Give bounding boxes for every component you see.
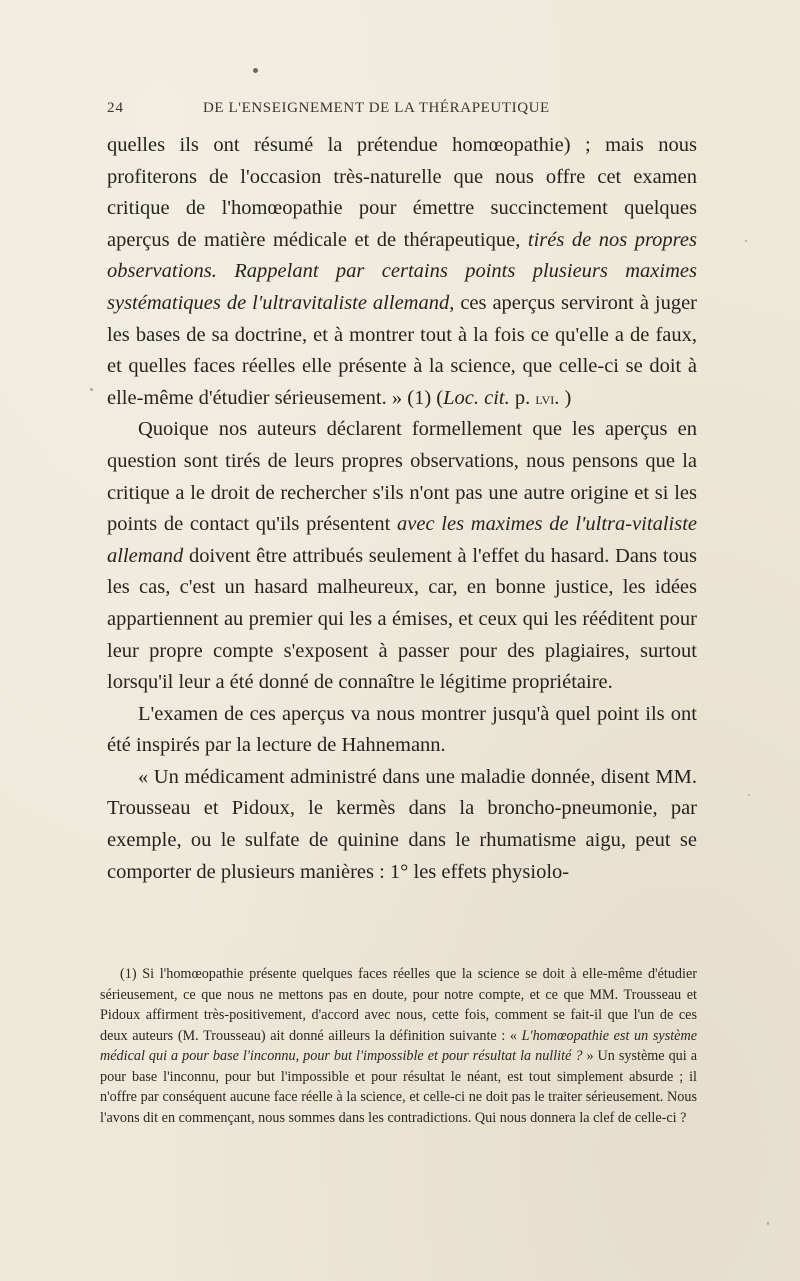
paragraph-2 <box>107 414 697 698</box>
text-run: Quoique nos auteurs déclarent formellement que les aperçus en question sont tirés de leurs propres observations, nous pensons que la critique a le droit de rechercher s'ils n'ont pas une autre origine et si les points de contact qu'ils présentent <box>107 418 697 536</box>
ink-speck <box>253 68 258 73</box>
paragraph-4: « Un médicament administré dans une maladie donnée, disent MM. Trousseau et Pidoux, le kermès dans la broncho-pneumonie, par exemple, ou le sulfate de quinine dans le rhumatisme aigu, peut se comporter de plusieurs manières : 1° les effets physiolo- <box>107 765 697 883</box>
ink-speck <box>748 794 750 796</box>
main-text <box>107 130 697 888</box>
paragraph-1 <box>107 130 697 414</box>
italic-run: avec les maximes de l'ultra-vitaliste allemand <box>107 513 697 567</box>
text-run: , ces aperçus serviront à juger les bases de sa doctrine, et à montrer tout à la fois ce qu'elle a de faux, et quelles faces réelles elle présente à la science, que celle-ci se doit à elle-même d'étudier sérieusement. » (1) ( <box>107 291 697 409</box>
paragraph-3: L'examen de ces aperçus va nous montrer jusqu'à quel point ils ont été inspirés par la lecture de Hahnemann. <box>107 702 697 757</box>
running-header <box>107 100 697 124</box>
page-number: 24 <box>107 100 124 116</box>
italic-citation: Loc. cit. <box>443 386 510 409</box>
ink-speck <box>745 240 747 242</box>
footnote-1 <box>100 964 697 1128</box>
text-run: » Un système qui a pour base l'inconnu, pour but l'impossible et pour résultat le néant, est tout simplement absurde ; il n'offre par conséquent aucune face réelle à la science, et celle-ci ne doit pas le traiter sérieusement. Nous l'avons dit en commençant, nous sommes dans les contradictions. Qui nous donnera la clef de celle-ci ? <box>100 1048 698 1126</box>
italic-run: tirés de nos propres observations. Rappelant par certains points plusieurs maximes systématiques de l'ultravitaliste allemand <box>107 228 697 314</box>
running-title: DE L'ENSEIGNEMENT DE LA THÉRAPEUTIQUE <box>203 100 550 116</box>
italic-run: L'homœopathie est un système médical qui a pour base l'inconnu, pour but l'impossible et pour résultat la nullité ? <box>100 1027 698 1064</box>
roman-page-ref: lvi <box>535 387 555 408</box>
ink-speck <box>90 388 93 391</box>
ink-speck <box>767 1222 769 1225</box>
text-run: (1) Si l'homœopathie présente quelques faces réelles que la science se doit à elle-même d'étudier sérieusement, ce que nous ne mettons pas en doute, pour notre compte, et ce que MM. Trousseau et Pidoux affirment très-positivement, d'accord avec nous, cette fois, comment se fait-il que l'un de ces deux auteurs (M. Trousseau) ait donné ailleurs la définition suivante : « <box>100 966 697 1044</box>
footnote <box>100 964 697 1128</box>
text-run: . ) <box>554 386 572 409</box>
text-run: p. <box>509 386 536 409</box>
text-run: quelles ils ont résumé la prétendue homœopathie) ; mais nous profiterons de l'occasion très-naturelle que nous offre cet examen critique de l'homœopathie pour émettre succinctement quelques aperçus de matière médicale et de thérapeutique, <box>107 134 697 251</box>
text-run: doivent être attribués seulement à l'effet du hasard. Dans tous les cas, c'est un hasard malheureux, car, en bonne justice, les idées appartiennent au premier qui les a émises, et ceux qui les rééditent pour leur propre compte s'exposent à passer pour des plagiaires, surtout lorsqu'il leur a été donné de connaître le légitime propriétaire. <box>107 544 697 694</box>
